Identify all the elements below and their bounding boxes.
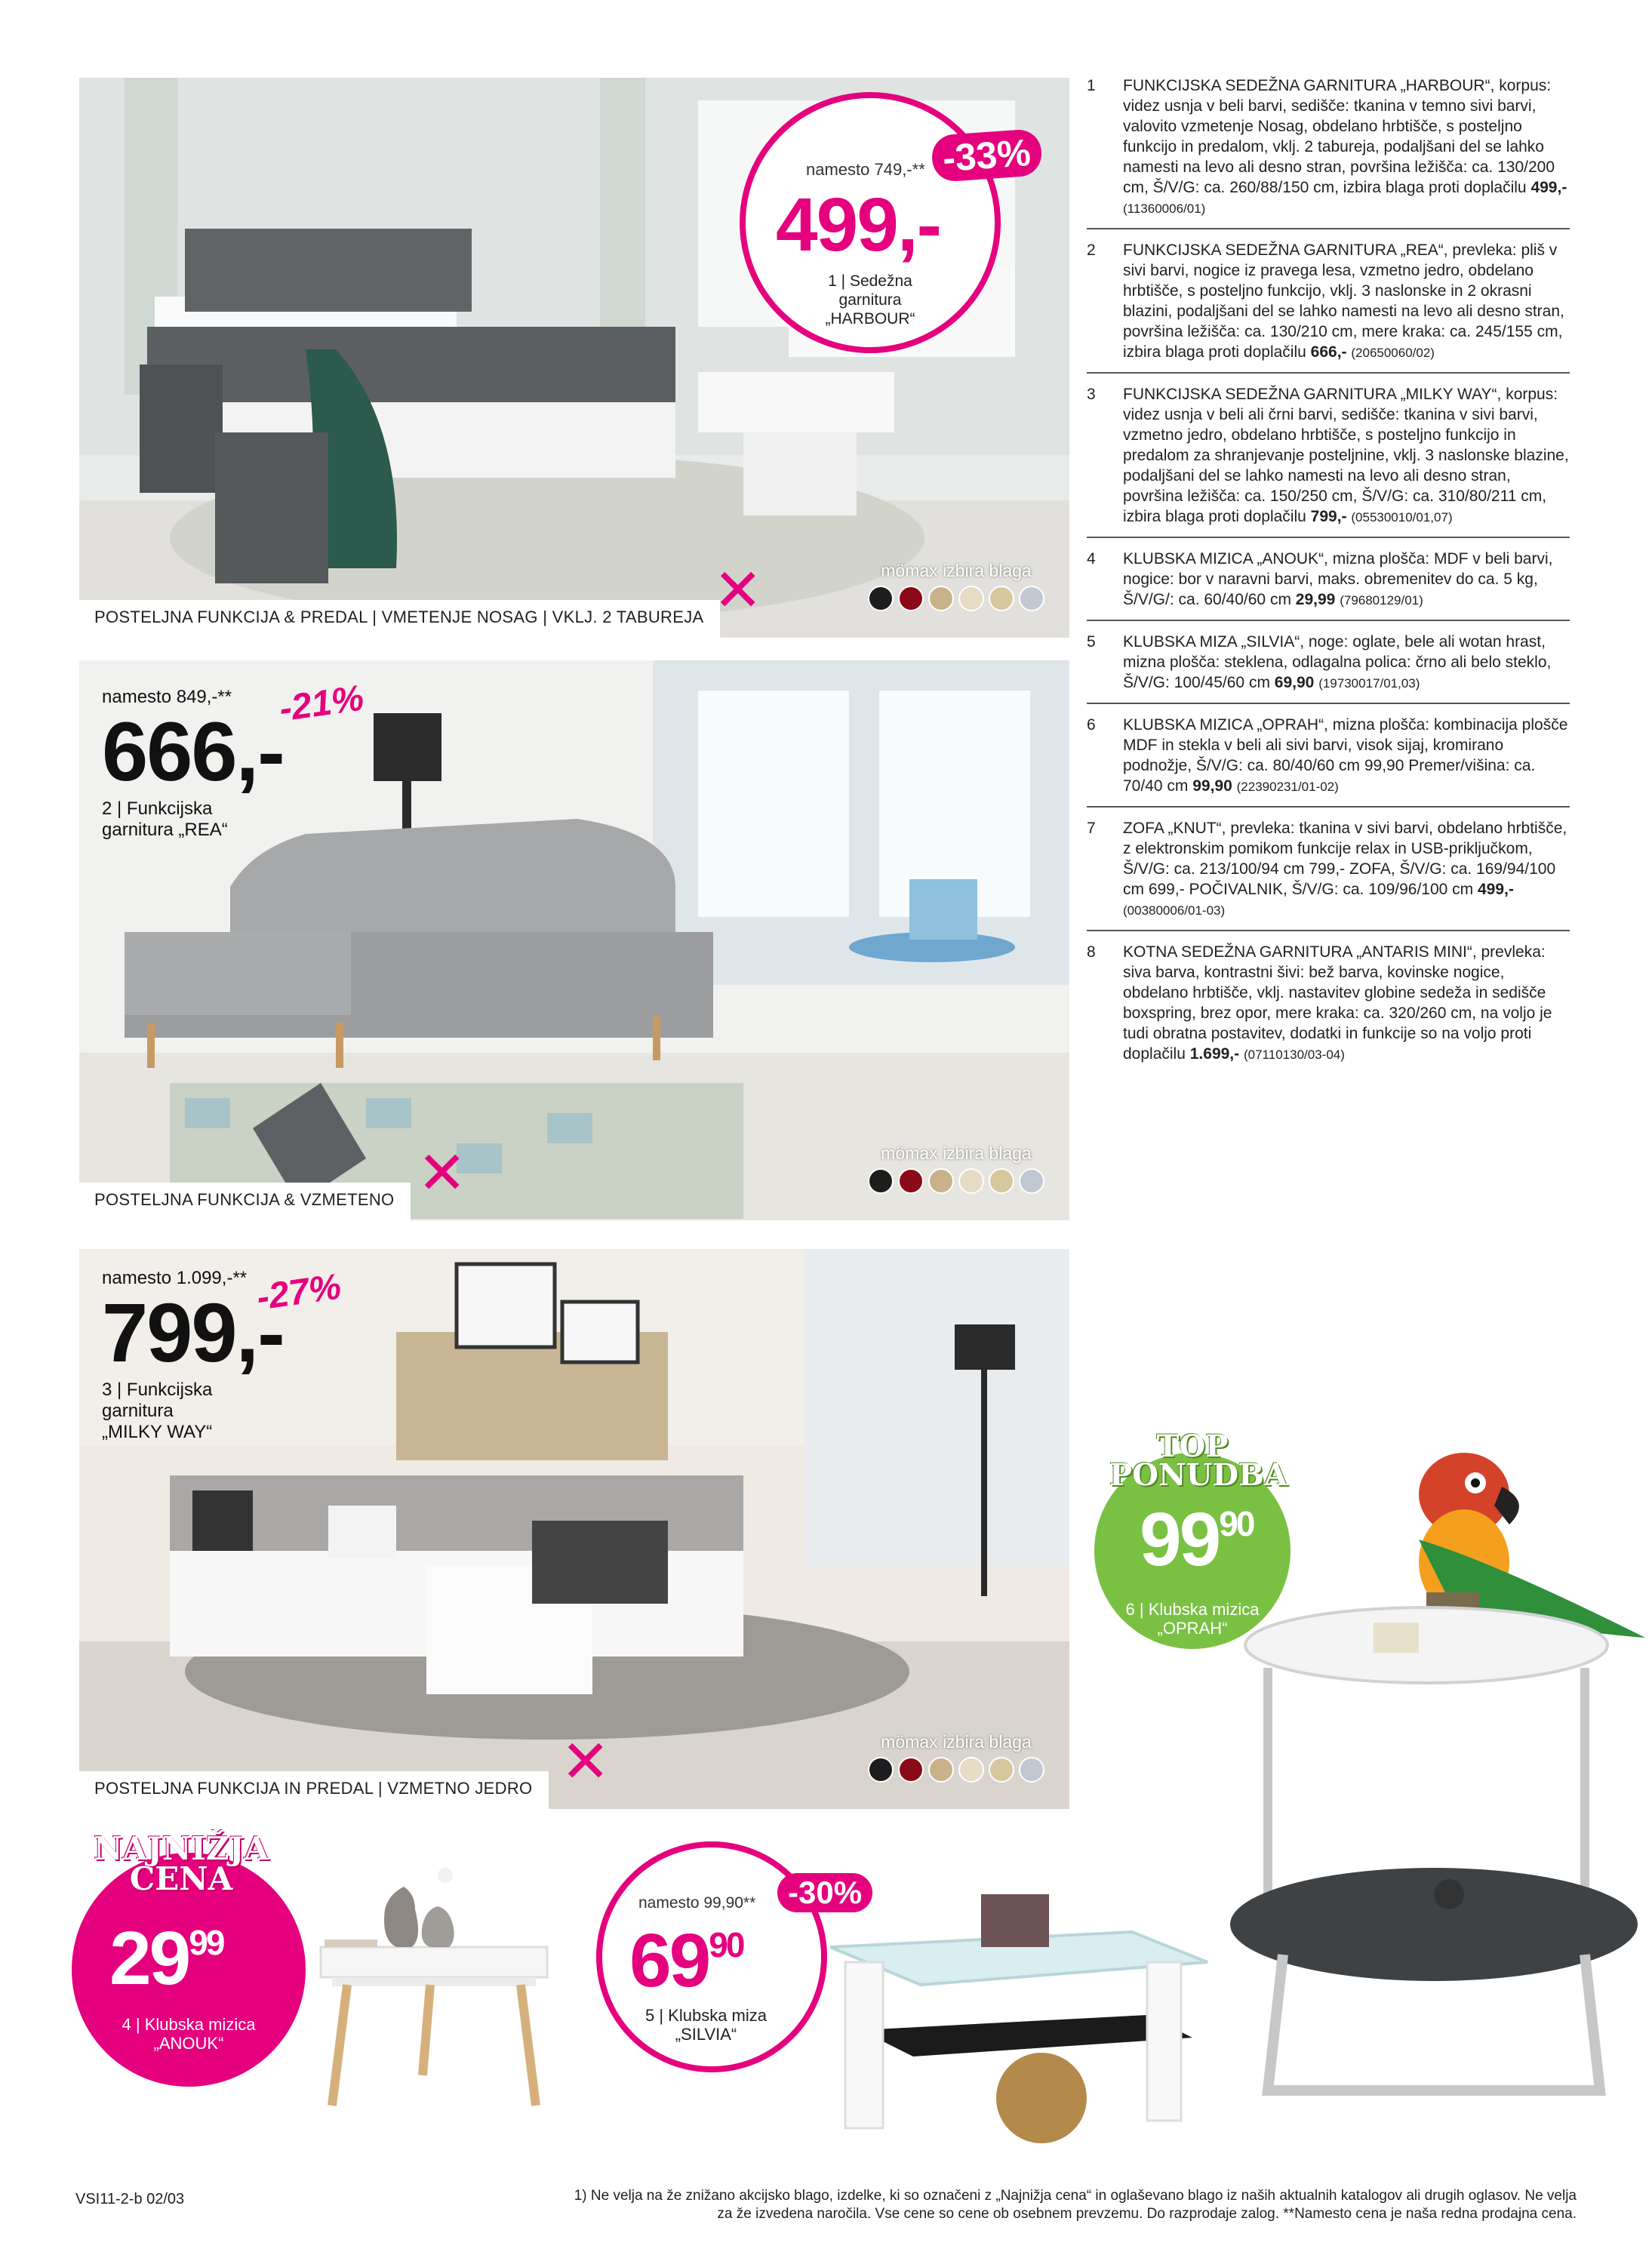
swatch-cream[interactable] xyxy=(958,1757,984,1783)
swatch-sand[interactable] xyxy=(928,1757,954,1783)
desc-price: 499,- xyxy=(1530,179,1567,196)
desc-body xyxy=(1123,240,1570,363)
price-value: 499,- xyxy=(776,183,940,267)
was-price: namesto 99,90** xyxy=(638,1894,756,1912)
swatch-row xyxy=(868,586,1044,611)
fabric-label: mömax izbira blaga xyxy=(881,1143,1032,1163)
price-cents: 99 xyxy=(189,1923,223,1962)
footer-note-1: 1) Ne velja na že znižano akcijsko blago, izdelke, ki so označeni z „Najnižja cena“ in oglaševano blago iz naših aktualnih katalogov ali drugih oglasov. Ne velja xyxy=(574,2188,1577,2204)
product-label-harbour: 1 | Sedežna garnitura „HARBOUR“ xyxy=(825,272,915,328)
silvia-table-illustration xyxy=(815,1872,1223,2143)
desc-number: 3 xyxy=(1087,386,1096,403)
swatch-beige[interactable] xyxy=(989,586,1014,611)
desc-item xyxy=(1087,942,1570,1074)
silvia-price xyxy=(629,1918,743,2003)
oprah-white-table xyxy=(1245,1607,1607,1894)
discount-badge-harbour: -33% xyxy=(931,128,1043,183)
desc-item xyxy=(1087,715,1570,808)
desc-number: 1 xyxy=(1087,77,1096,94)
desc-number: 4 xyxy=(1087,550,1096,568)
footer-note-2: za že izvedena naročila. Vse cene so cene ob osebnem prevzemu. Do razprodaje zalog. **Namesto cena je naša redna prodajna cena. xyxy=(717,2206,1577,2222)
price-value: 799,- xyxy=(102,1287,284,1380)
desc-number: 7 xyxy=(1087,820,1096,837)
desc-price: 69,90 xyxy=(1274,674,1315,691)
swatch-sand[interactable] xyxy=(928,586,954,611)
oprah-tables-illustration xyxy=(1223,1411,1652,2121)
desc-code: (07110130/03-04) xyxy=(1243,1047,1345,1062)
desc-number: 8 xyxy=(1087,943,1096,961)
desc-number: 6 xyxy=(1087,716,1096,734)
desc-body xyxy=(1123,818,1570,921)
was-price: namesto 749,-** xyxy=(806,160,925,179)
swatch-cream[interactable] xyxy=(958,586,984,611)
product-label-milky-2: garnitura xyxy=(102,1401,174,1421)
desc-code: (22390231/01-02) xyxy=(1236,780,1339,794)
desc-body xyxy=(1123,384,1570,528)
desc-body xyxy=(1123,715,1570,797)
fabric-label: mömax izbira blaga xyxy=(881,561,1032,580)
desc-text: KLUBSKA MIZA „SILVIA“, noge: oglate, bele ali wotan hrast, mizna plošča: steklena, odlagalna polica: črno ali belo steklo, Š/V/G: 100/45/60 cm xyxy=(1123,633,1552,691)
product-label-rea-2: garnitura „REA“ xyxy=(102,820,228,840)
price-main: 29 xyxy=(109,1916,189,2001)
lowest-price-product-1: 4 | Klubska mizica xyxy=(122,2015,256,2034)
caption-harbour: POSTELJNA FUNKCIJA & PREDAL | VMETENJE NOSAG | VKLJ. 2 TABUREJA xyxy=(79,600,720,638)
swatch-lightblue[interactable] xyxy=(1019,1757,1044,1783)
price-main: 99 xyxy=(1140,1497,1220,1582)
swatch-sand[interactable] xyxy=(928,1168,954,1194)
desc-item xyxy=(1087,240,1570,374)
swatch-lightblue[interactable] xyxy=(1019,586,1044,611)
fabric-selector-milky-way xyxy=(868,1732,1044,1783)
desc-body xyxy=(1123,75,1570,219)
desc-body xyxy=(1123,632,1570,694)
anouk-table-illustration xyxy=(302,1834,558,2113)
footer-disclaimer xyxy=(399,2187,1577,2223)
desc-body xyxy=(1123,942,1570,1065)
close-x-icon: ✕ xyxy=(561,1728,611,1795)
desc-text: FUNKCIJSKA SEDEŽNA GARNITURA „MILKY WAY“, korpus: videz usnja v beli ali črni barvi, sedišče: tkanina v sivi barvi, vzmetno jedro, obdelano hrbtišče, s posteljno funkcijo in predalom za shranjevanje posteljnine, vklj. 3 naslonske blazine, podaljšani del se lahko namesti na levo ali desno stran, površina ležišča: ca. 150/250 cm, Š/V/G: ca. 310/80/211 cm, izbira blaga proti doplačilu xyxy=(1123,386,1569,525)
swatch-black[interactable] xyxy=(868,1757,894,1783)
swatch-lightblue[interactable] xyxy=(1019,1168,1044,1194)
fabric-label: mömax izbira blaga xyxy=(881,1732,1032,1752)
lowest-price-product-2: „ANOUK“ xyxy=(153,2034,224,2053)
lowest-price-title xyxy=(83,1830,279,1897)
swatch-beige[interactable] xyxy=(989,1757,1014,1783)
product-label-milky-1: 3 | Funkcijska xyxy=(102,1380,213,1400)
silvia-product-2: „SILVIA“ xyxy=(675,2025,737,2044)
close-x-icon: ✕ xyxy=(417,1140,467,1206)
discount-text-rea: -21% xyxy=(276,678,367,730)
swatch-black[interactable] xyxy=(868,1168,894,1194)
desc-item xyxy=(1087,632,1570,704)
oprah-grey-table xyxy=(1230,1868,1638,2090)
swatch-row xyxy=(868,1757,1044,1783)
fabric-selector-harbour xyxy=(868,561,1044,611)
desc-item xyxy=(1087,75,1570,229)
price-value: 666,- xyxy=(102,706,284,798)
product-label-milky-3: „MILKY WAY“ xyxy=(102,1422,213,1442)
price-cents: 90 xyxy=(1219,1504,1254,1543)
was-price: namesto 849,-** xyxy=(102,687,232,707)
top-offer-product-2: „OPRAH“ xyxy=(1157,1619,1228,1638)
lowest-price-value xyxy=(109,1916,223,2001)
desc-text: KOTNA SEDEŽNA GARNITURA „ANTARIS MINI“, prevleka: siva barva, kontrastni šivi: bež barva, kovinske nogice, obdelano hrbtišče, vklj. nastavitev globine sedeža in sedišče boxspring, brez opor, mere kraka: ca. 320/260 cm, na voljo je tudi obratna postavitev, dodatki in funkcije so na voljo proti doplačilu xyxy=(1123,943,1552,1063)
desc-code: (11360006/01) xyxy=(1123,201,1206,216)
desc-text: KLUBSKA MIZICA „ANOUK“, mizna plošča: MDF v beli barvi, nogice: bor v naravni barvi, maks. obremenitev do ca. 5 kg, Š/V/G/: ca. 60/40/60 cm xyxy=(1123,550,1553,608)
price-circle-harbour xyxy=(740,92,1001,353)
desc-price: 1.699,- xyxy=(1189,1045,1240,1063)
desc-price: 29,99 xyxy=(1295,591,1336,608)
desc-code: (19730017/01,03) xyxy=(1318,676,1420,691)
swatch-red[interactable] xyxy=(898,1757,924,1783)
swatch-cream[interactable] xyxy=(958,1168,984,1194)
silvia-product-1: 5 | Klubska miza xyxy=(644,2006,767,2025)
caption-rea: POSTELJNA FUNKCIJA & VZMETENO xyxy=(79,1183,411,1220)
desc-text: FUNKCIJSKA SEDEŽNA GARNITURA „HARBOUR“, korpus: videz usnja v beli barvi, sedišče: tkanina v temno sivi barvi, valovito vzmetenje Nosag, obdelano hrbtišče, s posteljno funkcijo in predalom, vklj. 2 tabureja, podaljšani del se lahko namesti na levo ali desno stran, površina ležišča: ca. 130/200 cm, Š/V/G: ca. 260/88/150 cm, izbira blaga proti doplačilu xyxy=(1123,77,1555,196)
desc-code: (00380006/01-03) xyxy=(1123,903,1226,918)
desc-price: 499,- xyxy=(1478,881,1514,898)
price-block-rea xyxy=(102,687,284,841)
swatch-black[interactable] xyxy=(868,586,894,611)
desc-price: 666,- xyxy=(1310,343,1347,361)
desc-text: ZOFA „KNUT“, prevleka: tkanina v sivi barvi, obdelano hrbtišče, z elektronskim pomikom funkcije relax in USB-priključkom, Š/V/G: ca. 213/100/94 cm 799,- ZOFA, Š/V/G: ca. 169/94/100 cm 699,- POČIVALNIK, Š/V/G: ca. 109/96/100 cm xyxy=(1123,820,1567,898)
price-main: 69 xyxy=(629,1918,709,2003)
desc-code: (05530010/01,07) xyxy=(1351,510,1453,525)
desc-item xyxy=(1087,384,1570,538)
lowest-price-title-2: CENA xyxy=(129,1860,233,1897)
desc-code: (79680129/01) xyxy=(1340,593,1423,608)
swatch-red[interactable] xyxy=(898,1168,924,1194)
swatch-beige[interactable] xyxy=(989,1168,1014,1194)
discount-text-milky-way: -27% xyxy=(254,1266,344,1318)
desc-text: KLUBSKA MIZICA „OPRAH“, mizna plošča: kombinacija plošče MDF in stekla v beli ali sivi barvi, visok sijaj, kromirano podnožje, Š/V/G: ca. 80/40/60 cm 99,90 Premer/višina: ca. 70/40 cm xyxy=(1123,716,1568,795)
was-price: namesto 1.099,-** xyxy=(102,1268,248,1288)
desc-body xyxy=(1123,549,1570,611)
top-offer-title-1: TOP xyxy=(1156,1429,1229,1464)
lowest-price-title-1: NAJNIŽJA xyxy=(93,1830,269,1867)
desc-code: (20650060/02) xyxy=(1351,346,1435,360)
product-label-rea-1: 2 | Funkcijska xyxy=(102,798,213,819)
desc-text: FUNKCIJSKA SEDEŽNA GARNITURA „REA“, prevleka: pliš v sivi barvi, nogice iz pravega lesa, vzmetno jedro, obdelano hrbtišče, s posteljno funkcijo, vklj. 3 naslonske in 2 okrasni blazini, podaljšani del se lahko namesti na levo ali desno stran, površina ležišča: ca. 130/210 cm, mere kraka: ca. 245/155 cm, izbira blaga proti doplačilu xyxy=(1123,241,1564,361)
swatch-red[interactable] xyxy=(898,586,924,611)
caption-milky-way: POSTELJNA FUNKCIJA IN PREDAL | VZMETNO JEDRO xyxy=(79,1771,549,1809)
desc-number: 2 xyxy=(1087,241,1096,259)
fabric-selector-rea xyxy=(868,1143,1044,1194)
desc-item xyxy=(1087,818,1570,931)
price-cents: 90 xyxy=(709,1925,743,1964)
desc-item xyxy=(1087,549,1570,621)
discount-badge-silvia: -30% xyxy=(777,1873,872,1912)
product-descriptions xyxy=(1087,75,1570,1084)
top-offer-title-2: PONUDBA xyxy=(1109,1457,1287,1493)
top-offer-product-1: 6 | Klubska mizica xyxy=(1125,1600,1260,1619)
desc-number: 5 xyxy=(1087,633,1096,651)
desc-price: 99,90 xyxy=(1192,777,1232,795)
close-x-icon: ✕ xyxy=(713,557,763,623)
desc-price: 799,- xyxy=(1310,508,1347,525)
catalog-code: VSI11-2-b 02/03 xyxy=(75,2191,185,2207)
swatch-row xyxy=(868,1168,1044,1194)
